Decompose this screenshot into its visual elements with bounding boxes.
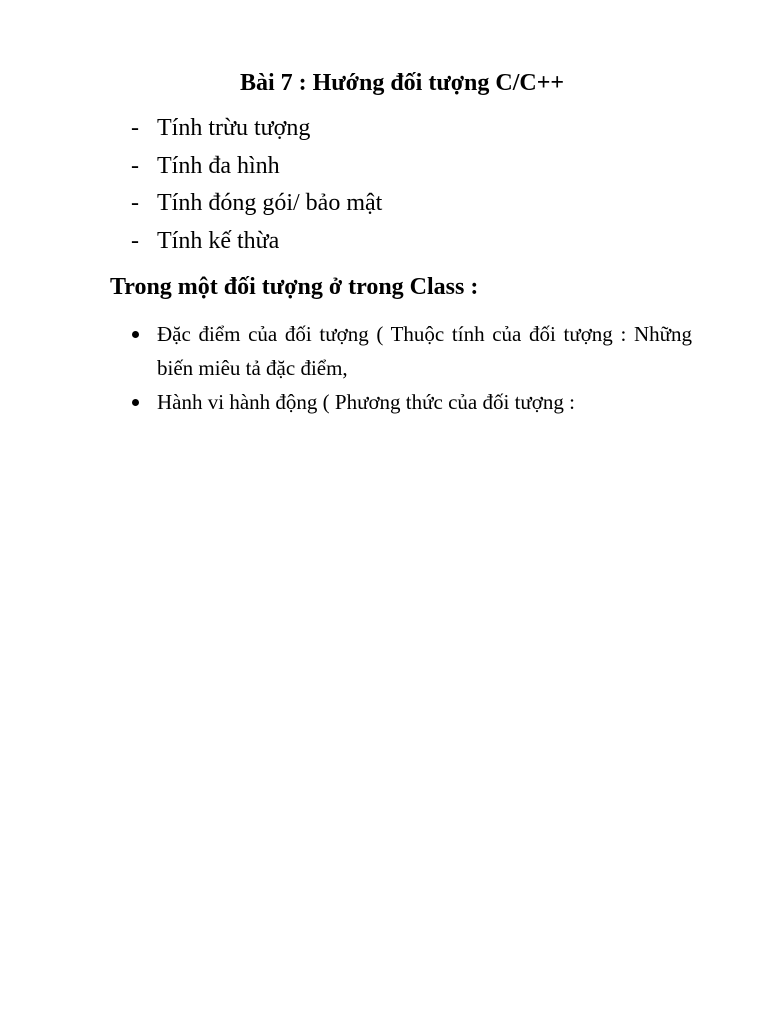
- list-item: [0, 112, 768, 150]
- dash-marker: -: [131, 190, 139, 217]
- list-item: [0, 187, 768, 225]
- dash-marker: -: [131, 152, 139, 179]
- list-item-text: Đặc điểm của đối tượng ( Thuộc tính của đối tượng : Những biến miêu tả đặc điểm,: [157, 322, 692, 380]
- list-item: [0, 317, 768, 385]
- bullet-icon: [132, 399, 139, 406]
- list-item-text: Tính trừu tượng: [157, 115, 311, 141]
- dash-marker: -: [131, 115, 139, 141]
- list-item-text: Tính kế thừa: [157, 228, 280, 255]
- section-heading: Trong một đối tượng ở trong Class :: [110, 274, 479, 300]
- list-item: [0, 150, 768, 188]
- dash-marker: -: [131, 228, 139, 255]
- list-item-text: Tính đóng gói/ bảo mật: [157, 190, 383, 217]
- list-item-text: Tính đa hình: [157, 152, 280, 179]
- page-title: Bài 7 : Hướng đối tượng C/C++: [239, 70, 565, 96]
- oop-properties-list: [0, 112, 768, 263]
- class-contents-list: [0, 317, 768, 419]
- bullet-icon: [132, 331, 139, 338]
- list-item: [0, 225, 768, 263]
- list-item: [0, 385, 768, 419]
- list-item-text: Hành vi hành động ( Phương thức của đối tượng :: [157, 390, 575, 414]
